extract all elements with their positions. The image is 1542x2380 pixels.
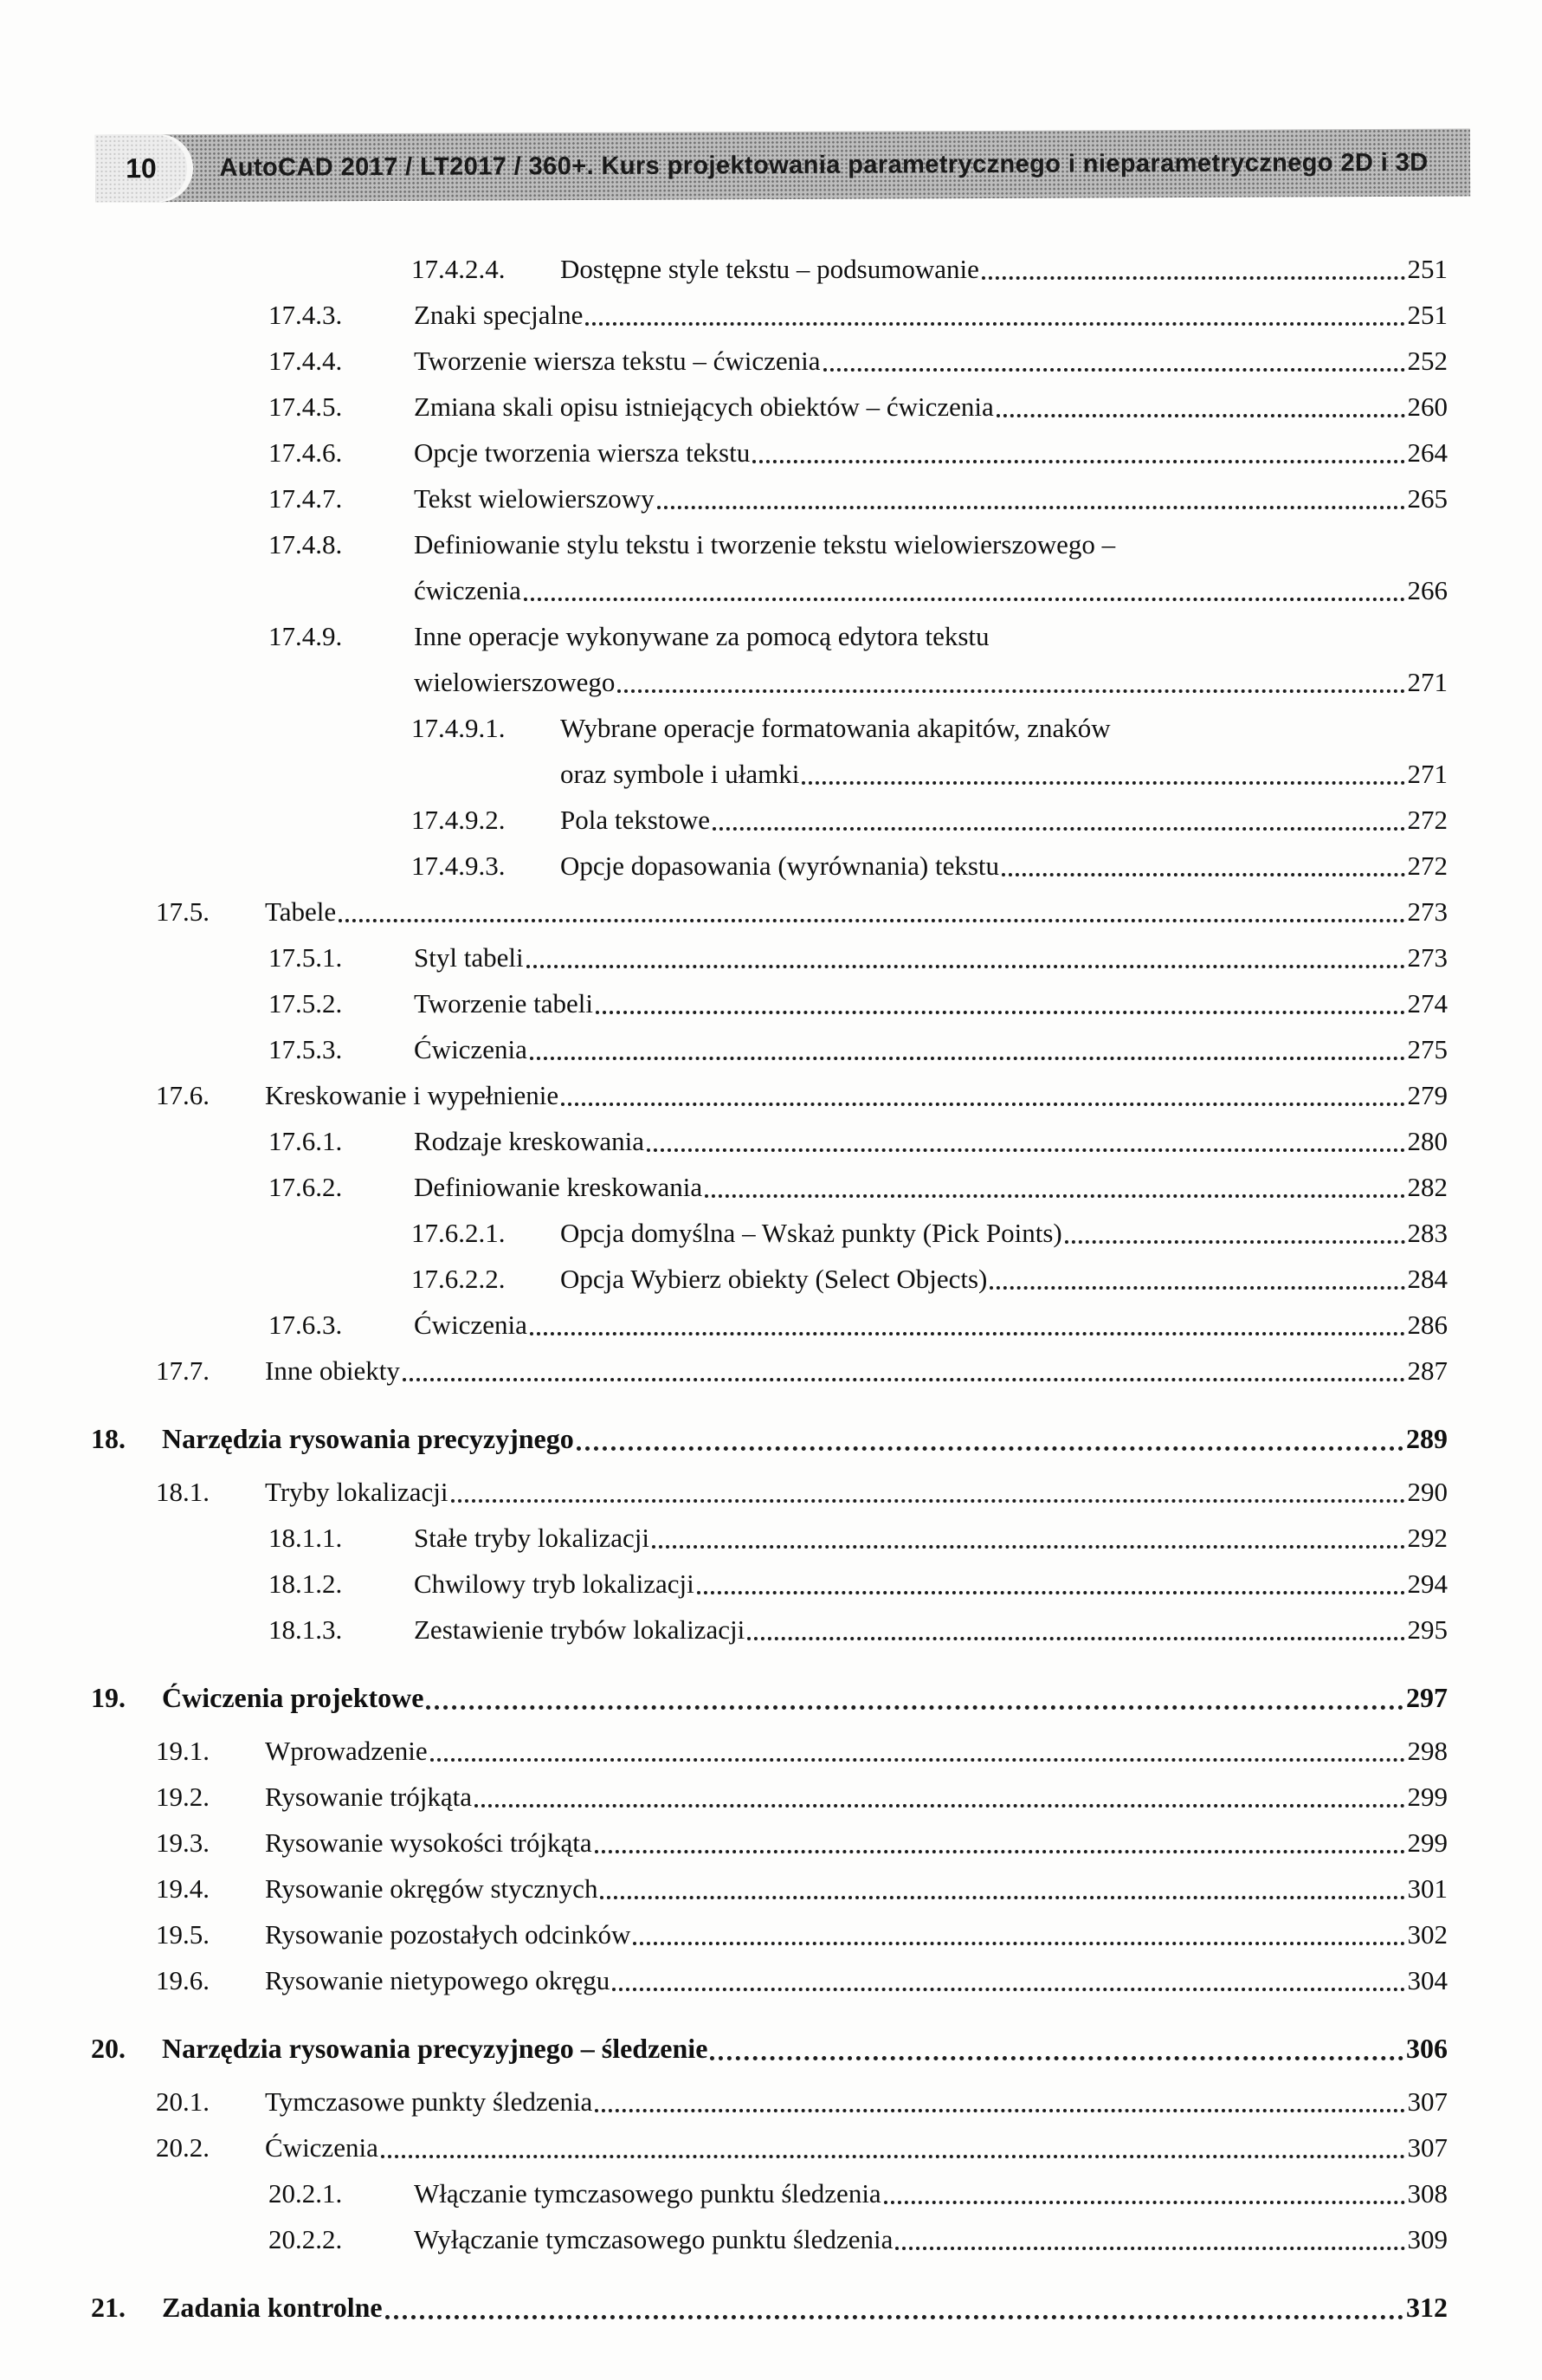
toc-entry-title: Włączanie tymczasowego punktu śledzenia	[414, 2178, 881, 2209]
toc-entry-line	[156, 2079, 1448, 2125]
toc-entry-page: 271	[1407, 759, 1448, 789]
toc-entry-title: Tymczasowe punkty śledzenia	[265, 2086, 593, 2117]
toc-entry-number: 18.1.	[156, 1477, 210, 1507]
toc-entry-line	[91, 1675, 1448, 1721]
toc-entry-line	[156, 1072, 1448, 1118]
toc-entry-page: 260	[1407, 391, 1448, 422]
toc-entry-page: 297	[1406, 1682, 1448, 1713]
toc-entry-page: 294	[1407, 1568, 1448, 1599]
toc-entry-page: 279	[1407, 1080, 1448, 1110]
toc-entry-line	[268, 1561, 1448, 1607]
toc-entry-title: Tryby lokalizacji	[265, 1477, 448, 1507]
dot-leader	[1002, 873, 1404, 876]
toc-entry-number: 20.2.	[156, 2132, 210, 2163]
dot-leader	[339, 919, 1404, 922]
toc-entry-number: 17.4.7.	[268, 483, 343, 514]
toc-entry-page: 295	[1407, 1614, 1448, 1645]
toc-entry-number: 17.6.2.2.	[411, 1264, 506, 1294]
toc-entry-number: 17.4.9.3.	[411, 850, 506, 881]
toc-entry-title: Inne operacje wykonywane za pomocą edytora tekstu	[414, 621, 990, 651]
toc-entry-line	[156, 1774, 1448, 1820]
page-number-badge	[95, 134, 187, 202]
dot-leader	[802, 781, 1404, 785]
toc-entry-number: 17.4.5.	[268, 391, 343, 422]
toc-entry-page: 264	[1407, 437, 1448, 468]
toc-entry-page: 282	[1407, 1172, 1448, 1202]
toc-entry-line	[268, 475, 1448, 521]
toc-entry-title: Wyłączanie tymczasowego punktu śledzenia	[414, 2224, 894, 2254]
toc-entry-title: ćwiczenia	[414, 575, 521, 605]
dot-leader	[633, 1942, 1404, 1945]
toc-entry-number: 18.	[91, 1423, 126, 1454]
toc-entry-line	[91, 2026, 1448, 2072]
toc-entry-page: 275	[1407, 1034, 1448, 1064]
dot-leader	[595, 1850, 1405, 1853]
toc-entry-page: 271	[1407, 667, 1448, 697]
dot-leader	[647, 1148, 1405, 1152]
dot-leader	[474, 1804, 1405, 1808]
toc-entry-line	[156, 889, 1448, 935]
toc-entry-title: wielowierszowego	[414, 667, 616, 697]
toc-entry-line	[268, 1607, 1448, 1652]
toc-entry-number: 19.2.	[156, 1782, 210, 1812]
table-of-contents	[91, 246, 1448, 2338]
toc-entry-line	[156, 1348, 1448, 1394]
toc-entry-line	[268, 1164, 1448, 1210]
toc-entry-number: 17.4.3.	[268, 300, 343, 330]
toc-entry-number: 17.4.4.	[268, 346, 343, 376]
dot-leader	[585, 322, 1404, 326]
dot-leader	[595, 2109, 1404, 2112]
toc-entry-line	[268, 2216, 1448, 2262]
dot-leader	[381, 2155, 1405, 2158]
toc-entry-number: 17.7.	[156, 1355, 210, 1386]
dot-leader	[895, 2247, 1404, 2250]
toc-entry-page: 272	[1407, 850, 1448, 881]
toc-entry-title: Tekst wielowierszowy	[414, 483, 655, 514]
dot-leader	[710, 2056, 1403, 2060]
toc-entry-line	[156, 1728, 1448, 1774]
dot-leader	[600, 1896, 1404, 1899]
dot-leader	[747, 1637, 1404, 1640]
dot-leader	[524, 598, 1405, 601]
toc-entry-number: 17.6.1.	[268, 1126, 343, 1156]
toc-entry-page: 307	[1407, 2086, 1448, 2117]
toc-entry-title: Ćwiczenia projektowe	[162, 1682, 424, 1713]
toc-entry-page: 252	[1407, 346, 1448, 376]
toc-entry-page: 304	[1407, 1965, 1448, 1995]
toc-entry-number: 17.4.8.	[268, 529, 343, 559]
toc-entry-page: 292	[1407, 1523, 1448, 1553]
toc-entry-title: Zestawienie trybów lokalizacji	[414, 1614, 745, 1645]
toc-entry-number: 17.6.	[156, 1080, 210, 1110]
toc-entry-line	[91, 1416, 1448, 1462]
toc-entry-page: 307	[1407, 2132, 1448, 2163]
dot-leader	[530, 1057, 1405, 1060]
dot-leader	[403, 1378, 1405, 1381]
toc-entry-number: 19.3.	[156, 1827, 210, 1858]
toc-entry-number: 19.5.	[156, 1919, 210, 1950]
toc-entry-line	[268, 2170, 1448, 2216]
toc-entry-number: 17.5.	[156, 896, 210, 927]
dot-leader	[617, 689, 1404, 693]
toc-entry-page: 273	[1407, 896, 1448, 927]
toc-entry-page: 283	[1407, 1218, 1448, 1248]
toc-entry-number: 19.	[91, 1682, 126, 1713]
toc-entry-title: Wybrane operacje formatowania akapitów, znaków	[560, 713, 1111, 743]
toc-entry-line	[268, 1026, 1448, 1072]
toc-entry-title: Opcja domyślna – Wskaż punkty (Pick Points)	[560, 1218, 1062, 1248]
toc-entry-line	[411, 797, 1448, 843]
toc-entry-number: 17.5.1.	[268, 942, 343, 973]
dot-leader	[982, 276, 1405, 280]
dot-leader	[990, 1286, 1404, 1290]
toc-entry-line	[156, 1957, 1448, 2003]
toc-entry-number: 17.6.3.	[268, 1310, 343, 1340]
toc-entry-title: Dostępne style tekstu – podsumowanie	[560, 254, 979, 284]
toc-entry-page: 251	[1407, 300, 1448, 330]
toc-entry-line	[268, 1515, 1448, 1561]
dot-leader	[884, 2201, 1405, 2204]
dot-leader	[430, 1758, 1405, 1762]
toc-entry-page: 280	[1407, 1126, 1448, 1156]
toc-entry-title: Zmiana skali opisu istniejących obiektów – ćwiczenia	[414, 391, 994, 422]
toc-entry-page: 301	[1407, 1873, 1448, 1904]
toc-entry-line	[156, 1911, 1448, 1957]
dot-leader	[612, 1988, 1404, 1991]
toc-entry-page: 306	[1406, 2033, 1448, 2064]
dot-leader	[530, 1332, 1405, 1336]
dot-leader	[385, 2315, 1403, 2319]
dot-leader	[652, 1545, 1404, 1549]
toc-entry-line	[156, 1866, 1448, 1911]
toc-entry-number: 18.1.2.	[268, 1568, 343, 1599]
toc-entry-line	[268, 521, 1448, 567]
toc-entry-line	[411, 246, 1448, 292]
toc-entry-number	[268, 659, 414, 705]
toc-entry-title: Wprowadzenie	[265, 1736, 428, 1766]
toc-entry-page: 266	[1407, 575, 1448, 605]
toc-entry-title: Opcje tworzenia wiersza tekstu	[414, 437, 751, 468]
toc-entry-number: 17.4.9.1.	[411, 713, 506, 743]
toc-entry-number: 18.1.3.	[268, 1614, 343, 1645]
toc-entry-line	[268, 935, 1448, 980]
toc-entry-title: Narzędzia rysowania precyzyjnego – śledzenie	[162, 2033, 708, 2064]
toc-entry-title: Stałe tryby lokalizacji	[414, 1523, 650, 1553]
toc-entry-number: 19.6.	[156, 1965, 210, 1995]
toc-entry-title: Rysowanie nietypowego okręgu	[265, 1965, 610, 1995]
toc-entry-line	[268, 384, 1448, 430]
dot-leader	[823, 368, 1405, 372]
toc-entry-page: 298	[1407, 1736, 1448, 1766]
dot-leader	[596, 1011, 1405, 1014]
dot-leader	[713, 827, 1404, 831]
toc-entry-line	[268, 613, 1448, 659]
toc-entry-page: 308	[1407, 2178, 1448, 2209]
toc-entry-title: Znaki specjalne	[414, 300, 584, 330]
toc-entry-line	[411, 751, 1448, 797]
toc-entry-page: 284	[1407, 1264, 1448, 1294]
toc-entry-number: 17.6.2.	[268, 1172, 343, 1202]
toc-entry-title: Rysowanie pozostałych odcinków	[265, 1919, 631, 1950]
toc-entry-page: 289	[1406, 1423, 1448, 1454]
toc-entry-line	[411, 1210, 1448, 1256]
toc-entry-page: 309	[1407, 2224, 1448, 2254]
toc-entry-line	[411, 705, 1448, 751]
toc-entry-number: 20.2.1.	[268, 2178, 343, 2209]
toc-entry-title: Narzędzia rysowania precyzyjnego	[162, 1423, 574, 1454]
toc-entry-line	[268, 567, 1448, 613]
toc-entry-page: 302	[1407, 1919, 1448, 1950]
dot-leader	[657, 506, 1405, 509]
toc-entry-title: Rysowanie wysokości trójkąta	[265, 1827, 592, 1858]
toc-entry-page: 286	[1407, 1310, 1448, 1340]
dot-leader	[705, 1194, 1404, 1198]
toc-entry-line	[91, 2285, 1448, 2331]
dot-leader	[451, 1499, 1405, 1503]
toc-entry-title: Rodzaje kreskowania	[414, 1126, 644, 1156]
toc-entry-number: 17.6.2.1.	[411, 1218, 506, 1248]
toc-entry-line	[411, 843, 1448, 889]
toc-entry-number: 20.1.	[156, 2086, 210, 2117]
toc-entry-line	[268, 338, 1448, 384]
dot-leader	[697, 1591, 1405, 1594]
toc-entry-number: 17.5.3.	[268, 1034, 343, 1064]
toc-entry-title: Ćwiczenia	[414, 1310, 527, 1340]
toc-entry-title: Pola tekstowe	[560, 805, 711, 835]
dot-leader	[1065, 1240, 1405, 1244]
toc-entry-line	[156, 2125, 1448, 2170]
dot-leader	[526, 965, 1405, 968]
toc-entry-line	[268, 430, 1448, 475]
dot-leader	[997, 414, 1405, 417]
toc-entry-number	[268, 567, 414, 613]
toc-entry-page: 272	[1407, 805, 1448, 835]
toc-entry-title: Rysowanie trójkąta	[265, 1782, 472, 1812]
toc-entry-number: 21.	[91, 2292, 126, 2323]
toc-entry-page: 287	[1407, 1355, 1448, 1386]
toc-entry-title: Styl tabeli	[414, 942, 524, 973]
toc-entry-title: Ćwiczenia	[414, 1034, 527, 1064]
toc-entry-page: 274	[1407, 988, 1448, 1019]
toc-entry-title: Inne obiekty	[265, 1355, 400, 1386]
toc-entry-line	[268, 659, 1448, 705]
toc-entry-number: 17.4.2.4.	[411, 254, 506, 284]
toc-entry-title: Zadania kontrolne	[162, 2292, 383, 2323]
toc-entry-number: 17.4.6.	[268, 437, 343, 468]
page-number: 10	[126, 152, 157, 184]
toc-entry-title: Definiowanie kreskowania	[414, 1172, 703, 1202]
page-header	[95, 129, 1470, 203]
toc-entry-line	[268, 1118, 1448, 1164]
toc-entry-page: 299	[1407, 1782, 1448, 1812]
toc-entry-title: Ćwiczenia	[265, 2132, 378, 2163]
toc-entry-number	[411, 751, 560, 797]
toc-entry-title: Opcje dopasowania (wyrównania) tekstu	[560, 850, 1000, 881]
running-head-title: AutoCAD 2017 / LT2017 / 360+. Kurs projektowania parametrycznego i nieparametrycznego 2D i 3D	[219, 148, 1429, 182]
toc-entry-line	[268, 292, 1448, 338]
toc-entry-title: Rysowanie okręgów stycznych	[265, 1873, 598, 1904]
toc-entry-title: Kreskowanie i wypełnienie	[265, 1080, 559, 1110]
toc-entry-title: Tabele	[265, 896, 337, 927]
toc-entry-page: 312	[1406, 2292, 1448, 2323]
toc-entry-title: Tworzenie tabeli	[414, 988, 593, 1019]
toc-entry-number: 19.4.	[156, 1873, 210, 1904]
toc-entry-line	[156, 1820, 1448, 1866]
toc-entry-number: 20.	[91, 2033, 126, 2064]
toc-entry-number: 20.2.2.	[268, 2224, 343, 2254]
toc-entry-page: 299	[1407, 1827, 1448, 1858]
dot-leader	[426, 1705, 1403, 1710]
toc-entry-title: Definiowanie stylu tekstu i tworzenie tekstu wielowierszowego –	[414, 529, 1116, 559]
toc-entry-number: 17.5.2.	[268, 988, 343, 1019]
toc-entry-page: 290	[1407, 1477, 1448, 1507]
toc-entry-number: 18.1.1.	[268, 1523, 343, 1553]
toc-entry-line	[268, 1302, 1448, 1348]
toc-entry-number: 19.1.	[156, 1736, 210, 1766]
toc-entry-line	[411, 1256, 1448, 1302]
toc-entry-title: Opcja Wybierz obiekty (Select Objects)	[560, 1264, 988, 1294]
dot-leader	[577, 1446, 1403, 1451]
toc-entry-title: Chwilowy tryb lokalizacji	[414, 1568, 694, 1599]
toc-entry-page: 265	[1407, 483, 1448, 514]
toc-entry-page: 273	[1407, 942, 1448, 973]
toc-entry-title: oraz symbole i ułamki	[560, 759, 800, 789]
dot-leader	[561, 1103, 1404, 1106]
toc-entry-page: 251	[1407, 254, 1448, 284]
dot-leader	[752, 460, 1404, 463]
toc-entry-number: 17.4.9.2.	[411, 805, 506, 835]
toc-entry-number: 17.4.9.	[268, 621, 343, 651]
toc-entry-line	[156, 1469, 1448, 1515]
toc-entry-line	[268, 980, 1448, 1026]
toc-entry-title: Tworzenie wiersza tekstu – ćwiczenia	[414, 346, 821, 376]
